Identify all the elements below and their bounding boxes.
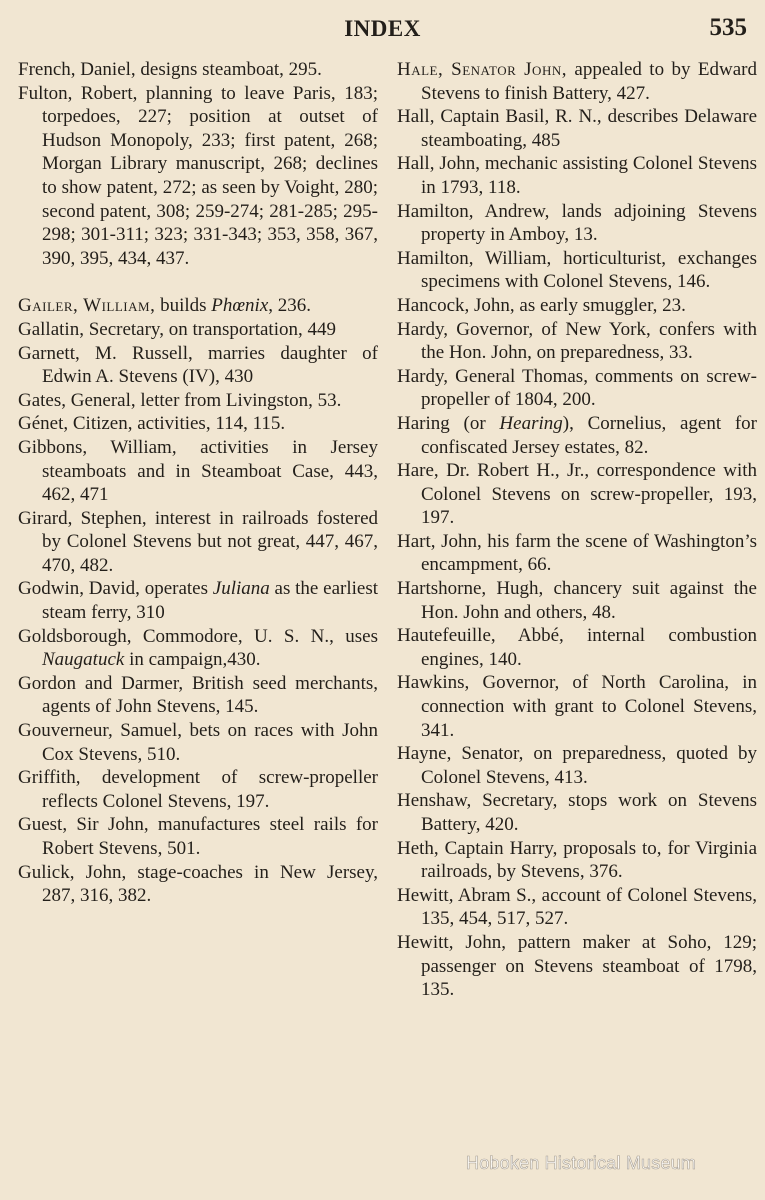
index-entry: Griffith, development of screw-propeller reflects Colonel Stevens, 197. (18, 767, 378, 812)
index-entry: Hayne, Senator, on preparedness, quoted by Colonel Stevens, 413. (397, 743, 757, 788)
entry-text: ), Cornelius, agent for confiscated Jersey estates, 82. (421, 412, 758, 458)
index-entry (18, 625, 378, 672)
page-number: 535 (709, 14, 747, 41)
index-entry: Guest, Sir John, manufactures steel rails for Robert Stevens, 501. (18, 814, 378, 859)
entry-text: appealed to by Edward Stevens to finish Battery, 427. (421, 59, 757, 104)
index-entry: Gates, General, letter from Livingston, 53. (18, 389, 342, 411)
entry-text: as the earliest steam ferry, 310 (42, 578, 378, 624)
entry-text: , 236. (268, 295, 312, 317)
index-entry: Gordon and Darmer, British seed merchants, agents of John Stevens, 145. (18, 672, 378, 718)
index-entry: Hewitt, Abram S., account of Colonel Stevens, 135, 454, 517, 527. (397, 884, 757, 930)
index-entry (18, 294, 378, 318)
index-entry: Hartshorne, Hugh, chancery suit against the Hon. John and others, 48. (397, 578, 757, 623)
index-entry: Girard, Stephen, interest in railroads fostered by Colonel Stevens but not great, 447, 467, 470, 482. (18, 507, 378, 576)
index-entry: Hart, John, his farm the scene of Washington’s encampment, 66. (397, 530, 757, 576)
index-entry: Henshaw, Secretary, stops work on Stevens Battery, 420. (397, 790, 757, 835)
entry-text: Haring (or (397, 412, 500, 434)
index-entry: Hall, Captain Basil, R. N., describes Delaware steamboating, 485 (397, 106, 757, 151)
index-entry: Hardy, General Thomas, comments on screw-propeller of 1804, 200. (397, 365, 757, 411)
letter-section-gap (18, 270, 378, 294)
entry-italic: Juliana (212, 578, 270, 600)
page-title: INDEX (344, 16, 421, 41)
index-entry: Hamilton, William, horticulturist, exchanges specimens with Colonel Stevens, 146. (397, 247, 757, 293)
entry-text: Godwin, David, operates (18, 578, 213, 600)
entry-italic: Phœnix (211, 295, 269, 317)
index-entry: Gulick, John, stage-coaches in New Jersey, 287, 316, 382. (18, 861, 378, 907)
index-entry: Hewitt, John, pattern maker at Soho, 129; passenger on Stevens steamboat of 1798, 135. (397, 931, 757, 1001)
index-entry: Hautefeuille, Abbé, internal combustion engines, 140. (397, 625, 757, 670)
index-entry: Fulton, Robert, planning to leave Paris, 183; torpedoes, 227; position at outset of Hudson Monopoly, 233; first patent, 268; Morgan Library manuscript, 268; declines to show patent, 272; as seen by Voight, 280; second patent, 308; 259-274; 281-285; 295-298; 301-311; 323; 331-343; 353, 358, 367, 390, 395, 434, 437. (18, 82, 378, 269)
index-entry: Hall, John, mechanic assisting Colonel Stevens in 1793, 118. (397, 153, 757, 198)
index-entry: Heth, Captain Harry, proposals to, for Virginia railroads, by Stevens, 376. (397, 837, 757, 883)
page-header (0, 14, 765, 48)
index-entry: Hardy, Governor, of New York, confers with the Hon. John, on preparedness, 33. (397, 318, 757, 364)
index-entry: Hancock, John, as early smuggler, 23. (397, 294, 686, 316)
index-entry (397, 58, 757, 105)
index-entry: Hawkins, Governor, of North Carolina, in connection with grant to Colonel Stevens, 341. (397, 672, 757, 741)
index-entry: Hare, Dr. Robert H., Jr., correspondence with Colonel Stevens on screw-propeller, 193, 197. (397, 460, 757, 529)
index-entry: French, Daniel, designs steamboat, 295. (18, 59, 322, 80)
index-entry: Gibbons, William, activities in Jersey steamboats and in Steamboat Case, 443, 462, 471 (18, 436, 378, 506)
index-entry: Génet, Citizen, activities, 114, 115. (18, 413, 286, 435)
left-column (18, 58, 378, 908)
index-entry: Garnett, M. Russell, marries daughter of Edwin A. Stevens (IV), 430 (18, 342, 378, 388)
right-column (397, 58, 757, 1002)
index-entry: Hamilton, Andrew, lands adjoining Stevens property in Amboy, 13. (397, 200, 757, 246)
entry-heading: Gailer, William, (18, 295, 156, 317)
index-entry: Gouverneur, Samuel, bets on races with John Cox Stevens, 510. (18, 720, 378, 765)
entry-text: in campaign,430. (124, 649, 261, 671)
entry-text: builds (155, 295, 212, 317)
index-entry (18, 577, 378, 624)
entry-heading: Hale, Senator John, (397, 59, 567, 80)
entry-italic: Naugatuck (42, 649, 125, 671)
watermark: Hoboken Historical Museum (466, 1153, 697, 1173)
index-entry (397, 412, 757, 459)
entry-italic: Hearing (499, 412, 563, 434)
entry-text: Goldsborough, Commodore, U. S. N., uses (18, 625, 378, 647)
index-entry: Gallatin, Secretary, on transportation, 449 (18, 318, 336, 340)
